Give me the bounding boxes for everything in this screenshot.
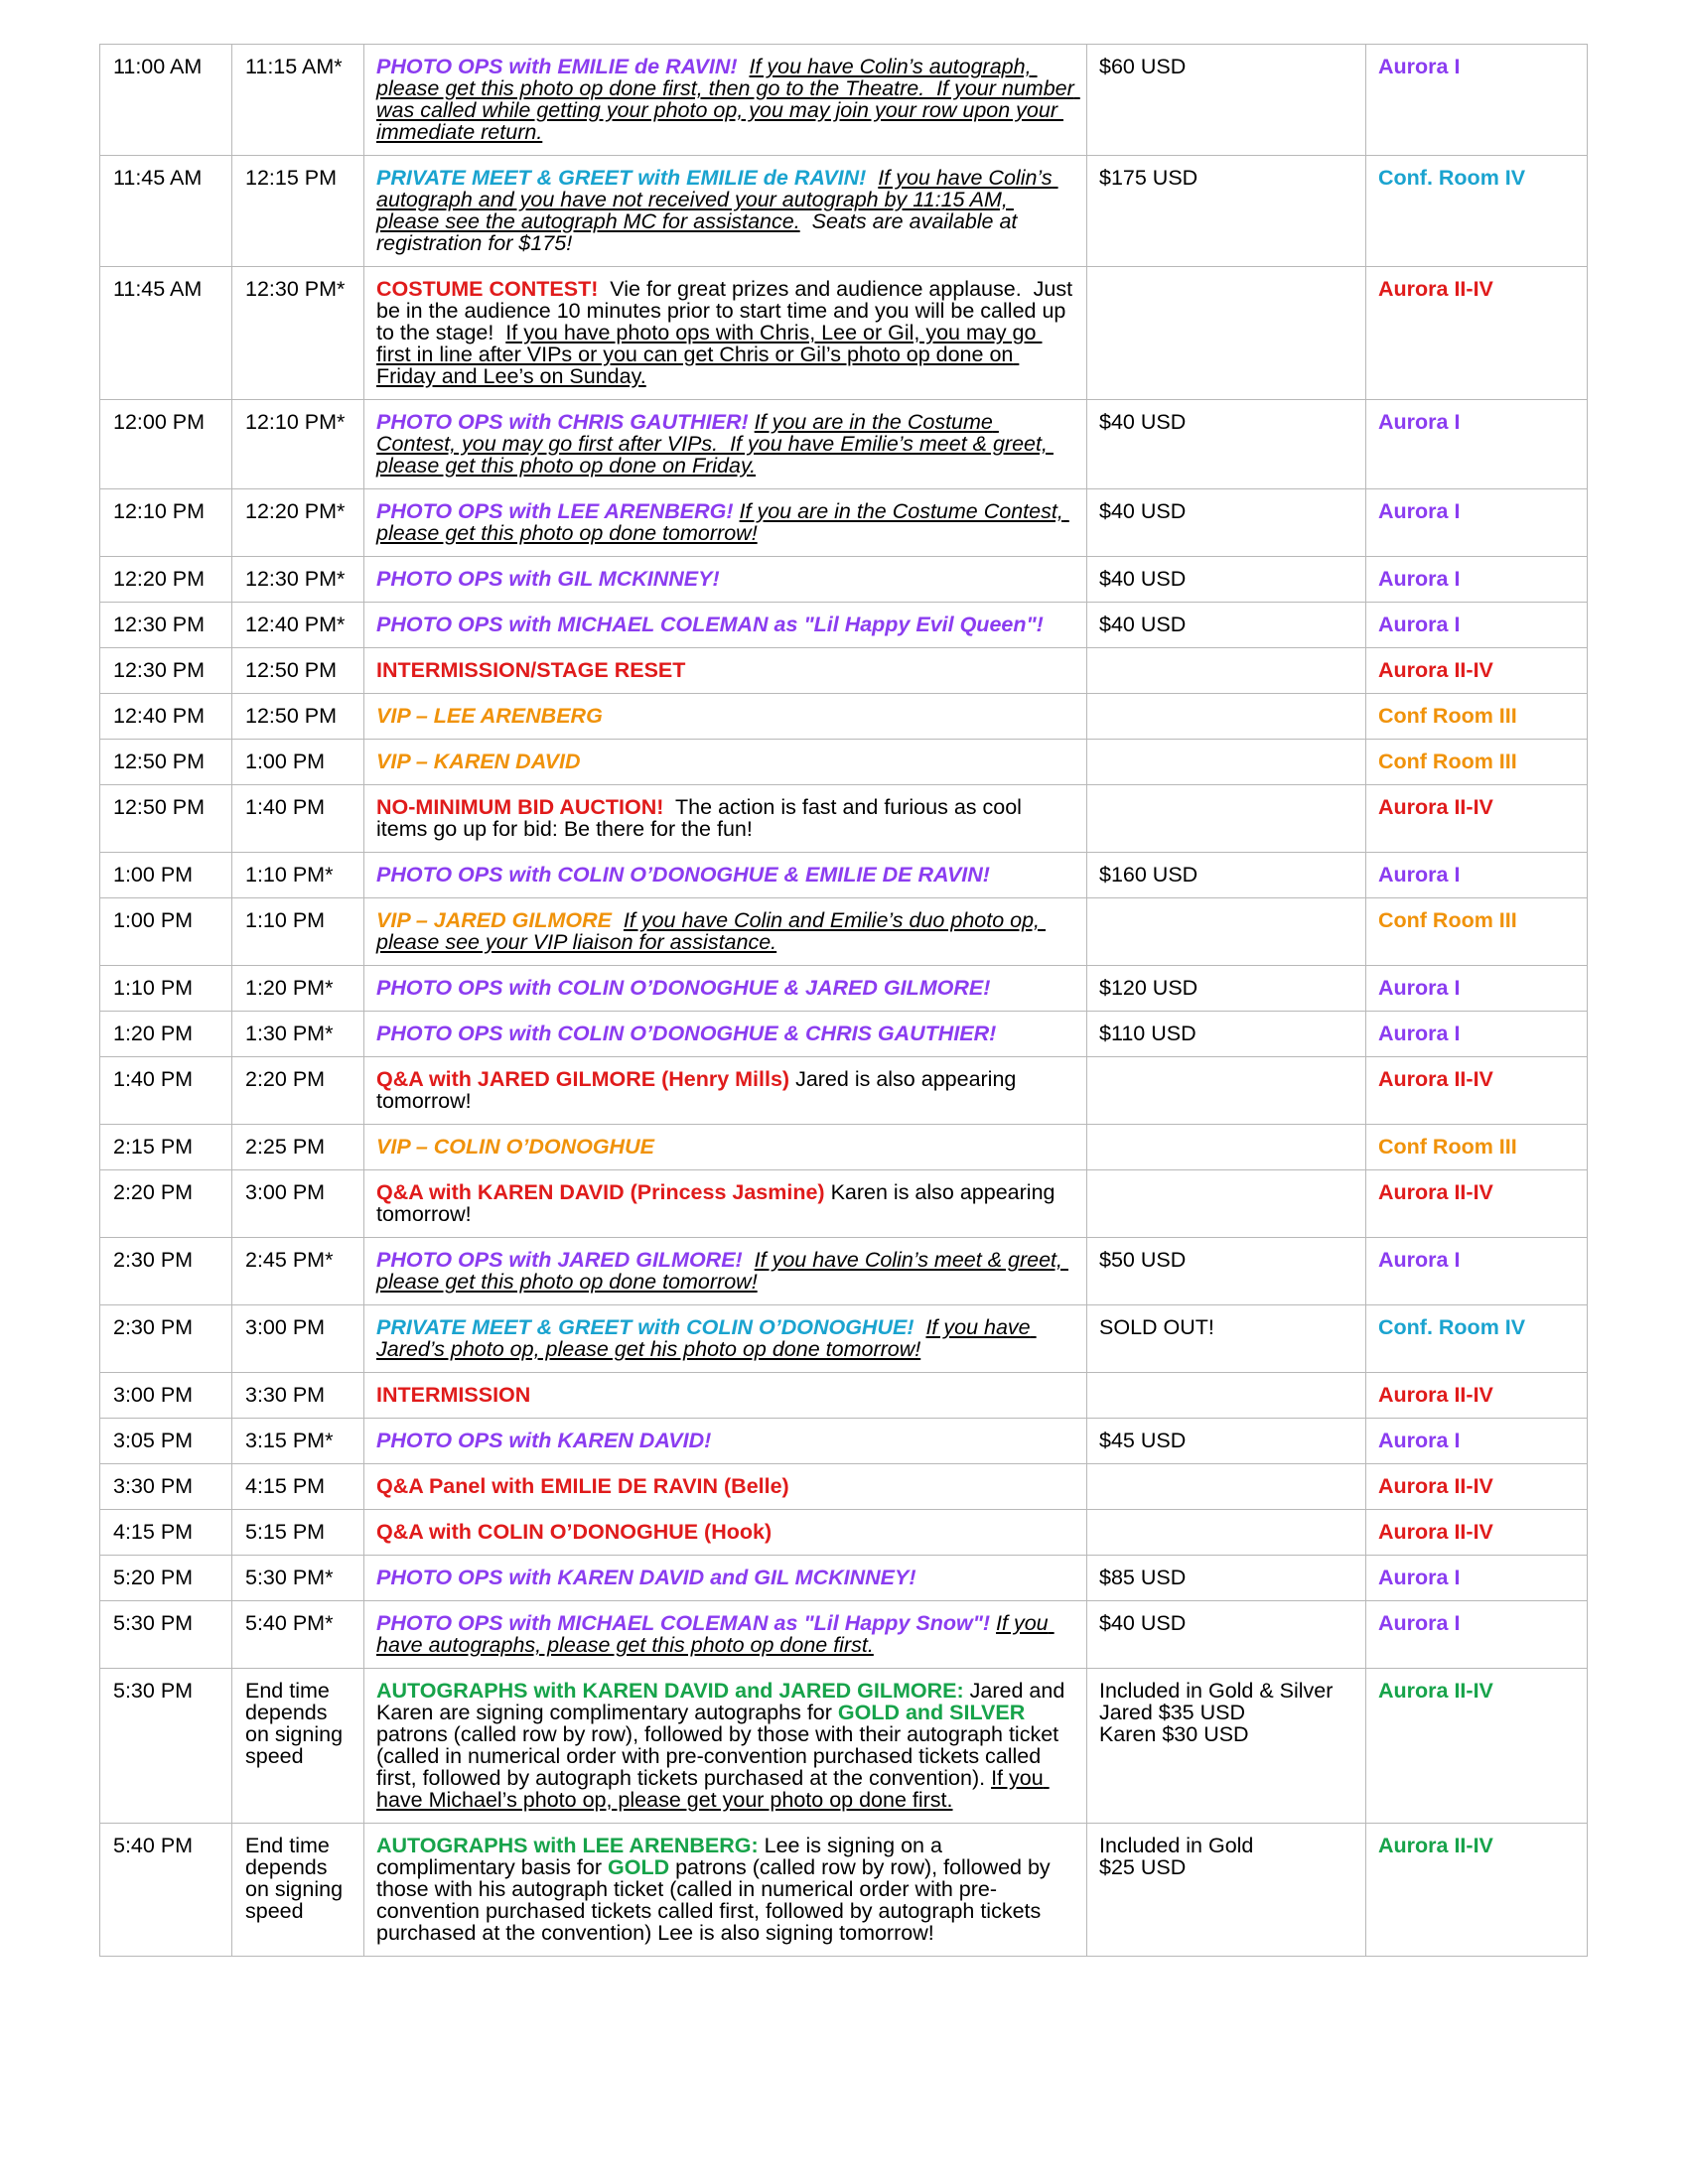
location: Aurora II-IV bbox=[1366, 648, 1588, 694]
event-title: Q&A with COLIN O’DONOGHUE (Hook) bbox=[376, 1520, 773, 1544]
schedule-row bbox=[100, 1012, 1588, 1057]
event-title: PHOTO OPS with EMILIE de RAVIN! bbox=[376, 55, 738, 78]
end-time: 1:10 PM* bbox=[232, 853, 364, 898]
event-title: NO-MINIMUM BID AUCTION! bbox=[376, 795, 664, 819]
price bbox=[1087, 1510, 1366, 1556]
end-time: 1:00 PM bbox=[232, 740, 364, 785]
end-time: 3:00 PM bbox=[232, 1170, 364, 1238]
price: SOLD OUT! bbox=[1087, 1305, 1366, 1373]
event-note: Karen is also appearing tomorrow! bbox=[376, 1180, 1061, 1226]
schedule-row bbox=[100, 648, 1588, 694]
price: $120 USD bbox=[1087, 966, 1366, 1012]
event-title: VIP – COLIN O’DONOGHUE bbox=[376, 1135, 654, 1159]
schedule-row bbox=[100, 1305, 1588, 1373]
schedule-row bbox=[100, 1556, 1588, 1601]
price: $60 USD bbox=[1087, 45, 1366, 156]
event-title: COSTUME CONTEST! bbox=[376, 277, 599, 301]
event-title: PHOTO OPS with MICHAEL COLEMAN as "Lil Happy Evil Queen"! bbox=[376, 613, 1044, 636]
start-time: 3:05 PM bbox=[100, 1419, 232, 1464]
event-description bbox=[364, 1238, 1087, 1305]
end-time: 12:40 PM* bbox=[232, 603, 364, 648]
schedule-row bbox=[100, 1669, 1588, 1824]
event-title: Q&A with KAREN DAVID (Princess Jasmine) bbox=[376, 1180, 825, 1204]
price: $40 USD bbox=[1087, 489, 1366, 557]
location: Aurora I bbox=[1366, 966, 1588, 1012]
price: $160 USD bbox=[1087, 853, 1366, 898]
price: $110 USD bbox=[1087, 1012, 1366, 1057]
schedule-row bbox=[100, 1824, 1588, 1957]
event-title: PHOTO OPS with LEE ARENBERG! bbox=[376, 499, 734, 523]
price: $40 USD bbox=[1087, 1601, 1366, 1669]
event-description bbox=[364, 1824, 1087, 1957]
end-time: 12:20 PM* bbox=[232, 489, 364, 557]
price: Included in Gold $25 USD bbox=[1087, 1824, 1366, 1957]
schedule-row bbox=[100, 45, 1588, 156]
event-note: If you have Jared’s photo op, please get his photo op done tomorrow! bbox=[376, 1315, 1037, 1361]
schedule-row bbox=[100, 785, 1588, 853]
event-description bbox=[364, 1669, 1087, 1824]
event-title: INTERMISSION/STAGE RESET bbox=[376, 658, 686, 682]
event-description bbox=[364, 1012, 1087, 1057]
start-time: 5:30 PM bbox=[100, 1669, 232, 1824]
start-time: 2:15 PM bbox=[100, 1125, 232, 1170]
event-title: VIP – JARED GILMORE bbox=[376, 908, 612, 932]
event-description bbox=[364, 1510, 1087, 1556]
start-time: 12:50 PM bbox=[100, 785, 232, 853]
event-note: patrons (called row by row), followed by those with their autograph ticket (called in numerical order with pre-convention purchased tickets called first, followed by autograph tickets purchased at the convention). bbox=[376, 1701, 1065, 1790]
start-time: 2:30 PM bbox=[100, 1238, 232, 1305]
end-time: 5:15 PM bbox=[232, 1510, 364, 1556]
event-note: If you have Colin and Emilie’s duo photo op, please see your VIP liaison for assistance. bbox=[376, 908, 1047, 954]
start-time: 1:10 PM bbox=[100, 966, 232, 1012]
end-time: 3:15 PM* bbox=[232, 1419, 364, 1464]
end-time: 11:15 AM* bbox=[232, 45, 364, 156]
schedule-row bbox=[100, 1238, 1588, 1305]
end-time: 5:30 PM* bbox=[232, 1556, 364, 1601]
end-time: 2:45 PM* bbox=[232, 1238, 364, 1305]
price bbox=[1087, 267, 1366, 400]
end-time: 12:15 PM bbox=[232, 156, 364, 267]
end-time: 3:30 PM bbox=[232, 1373, 364, 1419]
schedule-row bbox=[100, 1510, 1588, 1556]
event-description bbox=[364, 400, 1087, 489]
end-time: End time depends on signing speed bbox=[232, 1824, 364, 1957]
event-description bbox=[364, 898, 1087, 966]
location: Aurora I bbox=[1366, 1601, 1588, 1669]
location: Aurora I bbox=[1366, 1556, 1588, 1601]
start-time: 1:00 PM bbox=[100, 853, 232, 898]
event-description bbox=[364, 785, 1087, 853]
location: Aurora I bbox=[1366, 1012, 1588, 1057]
schedule-row bbox=[100, 898, 1588, 966]
event-note: If you are in the Costume Contest, please get this photo op done tomorrow! bbox=[376, 499, 1069, 545]
schedule-row bbox=[100, 740, 1588, 785]
price: $45 USD bbox=[1087, 1419, 1366, 1464]
price: Included in Gold & Silver Jared $35 USD Karen $30 USD bbox=[1087, 1669, 1366, 1824]
end-time: 2:25 PM bbox=[232, 1125, 364, 1170]
price: $175 USD bbox=[1087, 156, 1366, 267]
location: Aurora II-IV bbox=[1366, 785, 1588, 853]
schedule-row bbox=[100, 156, 1588, 267]
schedule-row bbox=[100, 1601, 1588, 1669]
schedule-row bbox=[100, 1373, 1588, 1419]
event-title: PHOTO OPS with KAREN DAVID! bbox=[376, 1429, 712, 1452]
start-time: 5:20 PM bbox=[100, 1556, 232, 1601]
price: $40 USD bbox=[1087, 603, 1366, 648]
schedule-row bbox=[100, 1419, 1588, 1464]
location: Aurora II-IV bbox=[1366, 1464, 1588, 1510]
event-title: PRIVATE MEET & GREET with EMILIE de RAVIN! bbox=[376, 166, 867, 190]
event-description bbox=[364, 1170, 1087, 1238]
start-time: 11:45 AM bbox=[100, 267, 232, 400]
event-description bbox=[364, 1556, 1087, 1601]
schedule-row bbox=[100, 557, 1588, 603]
event-description bbox=[364, 648, 1087, 694]
event-note: If you have photo ops with Chris, Lee or Gil, you may go first in line after VIPs or you can get Chris or Gil’s photo op done on Friday and Lee’s on Sunday. bbox=[376, 321, 1043, 388]
start-time: 5:40 PM bbox=[100, 1824, 232, 1957]
start-time: 12:20 PM bbox=[100, 557, 232, 603]
price bbox=[1087, 1057, 1366, 1125]
price bbox=[1087, 898, 1366, 966]
start-time: 12:30 PM bbox=[100, 648, 232, 694]
price: $85 USD bbox=[1087, 1556, 1366, 1601]
location: Conf Room III bbox=[1366, 740, 1588, 785]
end-time: 1:30 PM* bbox=[232, 1012, 364, 1057]
start-time: 11:00 AM bbox=[100, 45, 232, 156]
end-time: 12:50 PM bbox=[232, 648, 364, 694]
location: Aurora I bbox=[1366, 603, 1588, 648]
location: Aurora II-IV bbox=[1366, 1669, 1588, 1824]
event-title: PHOTO OPS with COLIN O’DONOGHUE & CHRIS GAUTHIER! bbox=[376, 1022, 997, 1045]
schedule-row bbox=[100, 1057, 1588, 1125]
start-time: 12:30 PM bbox=[100, 603, 232, 648]
price bbox=[1087, 1125, 1366, 1170]
end-time: 12:10 PM* bbox=[232, 400, 364, 489]
event-note: If you have Michael’s photo op, please get your photo op done first. bbox=[376, 1766, 1050, 1812]
event-description bbox=[364, 1601, 1087, 1669]
event-note: Vie for great prizes and audience applause. Just be in the audience 10 minutes prior to start time and you will be called up to the stage! bbox=[376, 277, 1079, 344]
end-time: 12:30 PM* bbox=[232, 267, 364, 400]
location: Aurora II-IV bbox=[1366, 267, 1588, 400]
start-time: 2:30 PM bbox=[100, 1305, 232, 1373]
location: Aurora II-IV bbox=[1366, 1373, 1588, 1419]
event-note: Jared is also appearing tomorrow! bbox=[376, 1067, 1023, 1113]
location: Aurora I bbox=[1366, 557, 1588, 603]
end-time: 5:40 PM* bbox=[232, 1601, 364, 1669]
event-description bbox=[364, 1125, 1087, 1170]
location: Aurora I bbox=[1366, 489, 1588, 557]
price bbox=[1087, 1464, 1366, 1510]
location: Aurora I bbox=[1366, 1238, 1588, 1305]
location: Conf Room III bbox=[1366, 1125, 1588, 1170]
location: Conf Room III bbox=[1366, 694, 1588, 740]
location: Aurora I bbox=[1366, 45, 1588, 156]
event-title: Q&A with JARED GILMORE (Henry Mills) bbox=[376, 1067, 790, 1091]
event-description bbox=[364, 1419, 1087, 1464]
event-title: PHOTO OPS with COLIN O’DONOGHUE & EMILIE DE RAVIN! bbox=[376, 863, 990, 887]
event-title: AUTOGRAPHS with LEE ARENBERG: bbox=[376, 1834, 759, 1857]
event-note: Lee is signing on a complimentary basis for bbox=[376, 1834, 948, 1879]
price bbox=[1087, 785, 1366, 853]
start-time: 11:45 AM bbox=[100, 156, 232, 267]
location: Aurora I bbox=[1366, 400, 1588, 489]
location: Aurora II-IV bbox=[1366, 1510, 1588, 1556]
event-title: PHOTO OPS with CHRIS GAUTHIER! bbox=[376, 410, 749, 434]
event-title: AUTOGRAPHS with KAREN DAVID and JARED GILMORE: bbox=[376, 1679, 964, 1703]
event-note: If you are in the Costume Contest, you may go first after VIPs. If you have Emilie’s meet & greet, please get this photo op done on Friday. bbox=[376, 410, 1054, 478]
location: Conf Room III bbox=[1366, 898, 1588, 966]
location: Conf. Room IV bbox=[1366, 1305, 1588, 1373]
event-title: VIP – LEE ARENBERG bbox=[376, 704, 603, 728]
price bbox=[1087, 1170, 1366, 1238]
event-title: PHOTO OPS with JARED GILMORE! bbox=[376, 1248, 743, 1272]
end-time: 4:15 PM bbox=[232, 1464, 364, 1510]
event-title: GOLD bbox=[608, 1855, 670, 1879]
event-description bbox=[364, 1057, 1087, 1125]
event-description bbox=[364, 557, 1087, 603]
event-description bbox=[364, 1373, 1087, 1419]
event-description bbox=[364, 966, 1087, 1012]
end-time: End time depends on signing speed bbox=[232, 1669, 364, 1824]
end-time: 3:00 PM bbox=[232, 1305, 364, 1373]
event-description bbox=[364, 45, 1087, 156]
price: $40 USD bbox=[1087, 557, 1366, 603]
event-title: PHOTO OPS with GIL MCKINNEY! bbox=[376, 567, 720, 591]
price bbox=[1087, 1373, 1366, 1419]
schedule-row bbox=[100, 267, 1588, 400]
schedule-row bbox=[100, 400, 1588, 489]
event-note: The action is fast and furious as cool items go up for bid: Be there for the fun! bbox=[376, 795, 1028, 841]
schedule-row bbox=[100, 489, 1588, 557]
location: Aurora II-IV bbox=[1366, 1824, 1588, 1957]
event-note: If you have Colin’s autograph, please get this photo op done first, then go to the Theatre. If your number was called while getting your photo op, you may join your row upon your immediate return. bbox=[376, 55, 1080, 144]
start-time: 1:00 PM bbox=[100, 898, 232, 966]
start-time: 12:50 PM bbox=[100, 740, 232, 785]
event-title: PHOTO OPS with MICHAEL COLEMAN as "Lil Happy Snow"! bbox=[376, 1611, 991, 1635]
event-note bbox=[866, 166, 878, 190]
schedule-table bbox=[99, 44, 1588, 1957]
event-title: VIP – KAREN DAVID bbox=[376, 750, 581, 773]
event-note bbox=[738, 55, 750, 78]
event-description bbox=[364, 267, 1087, 400]
start-time: 2:20 PM bbox=[100, 1170, 232, 1238]
event-title: Q&A Panel with EMILIE DE RAVIN (Belle) bbox=[376, 1474, 789, 1498]
end-time: 1:40 PM bbox=[232, 785, 364, 853]
schedule-row bbox=[100, 853, 1588, 898]
location: Aurora II-IV bbox=[1366, 1057, 1588, 1125]
event-note: If you have Colin’s meet & greet, please get this photo op done tomorrow! bbox=[376, 1248, 1068, 1294]
event-title: PHOTO OPS with KAREN DAVID and GIL MCKINNEY! bbox=[376, 1566, 916, 1589]
start-time: 1:20 PM bbox=[100, 1012, 232, 1057]
end-time: 12:30 PM* bbox=[232, 557, 364, 603]
event-description bbox=[364, 156, 1087, 267]
schedule-row bbox=[100, 694, 1588, 740]
schedule-row bbox=[100, 603, 1588, 648]
event-description bbox=[364, 694, 1087, 740]
schedule-row bbox=[100, 1125, 1588, 1170]
event-description bbox=[364, 1464, 1087, 1510]
start-time: 1:40 PM bbox=[100, 1057, 232, 1125]
location: Aurora I bbox=[1366, 1419, 1588, 1464]
event-description bbox=[364, 740, 1087, 785]
event-title: PRIVATE MEET & GREET with COLIN O’DONOGHUE! bbox=[376, 1315, 914, 1339]
location: Aurora I bbox=[1366, 853, 1588, 898]
event-title: GOLD and SILVER bbox=[837, 1701, 1026, 1724]
event-title: PHOTO OPS with COLIN O’DONOGHUE & JARED GILMORE! bbox=[376, 976, 991, 1000]
schedule-row bbox=[100, 1170, 1588, 1238]
event-description bbox=[364, 603, 1087, 648]
price bbox=[1087, 740, 1366, 785]
price: $40 USD bbox=[1087, 400, 1366, 489]
event-note bbox=[612, 908, 624, 932]
schedule-row bbox=[100, 966, 1588, 1012]
event-note bbox=[743, 1248, 755, 1272]
start-time: 4:15 PM bbox=[100, 1510, 232, 1556]
event-description bbox=[364, 853, 1087, 898]
schedule-row bbox=[100, 1464, 1588, 1510]
price: $50 USD bbox=[1087, 1238, 1366, 1305]
start-time: 12:00 PM bbox=[100, 400, 232, 489]
event-note bbox=[914, 1315, 926, 1339]
end-time: 1:10 PM bbox=[232, 898, 364, 966]
event-note: If you have Colin’s autograph and you have not received your autograph by 11:15 AM, please see the autograph MC for assistance. bbox=[376, 166, 1058, 233]
end-time: 1:20 PM* bbox=[232, 966, 364, 1012]
event-note: patrons (called row by row), followed by those with his autograph ticket (called in numerical order with pre-convention purchased tickets called first, followed by autograph tickets purchased at the convention) Lee is also signing tomorrow! bbox=[376, 1855, 1056, 1945]
event-description bbox=[364, 1305, 1087, 1373]
price bbox=[1087, 694, 1366, 740]
event-title: INTERMISSION bbox=[376, 1383, 531, 1407]
start-time: 3:30 PM bbox=[100, 1464, 232, 1510]
start-time: 12:10 PM bbox=[100, 489, 232, 557]
event-description bbox=[364, 489, 1087, 557]
start-time: 5:30 PM bbox=[100, 1601, 232, 1669]
event-note: Jared and Karen are signing complimentary autographs for bbox=[376, 1679, 1071, 1724]
end-time: 2:20 PM bbox=[232, 1057, 364, 1125]
end-time: 12:50 PM bbox=[232, 694, 364, 740]
start-time: 3:00 PM bbox=[100, 1373, 232, 1419]
event-note: If you have autographs, please get this photo op done first. bbox=[376, 1611, 1055, 1657]
location: Conf. Room IV bbox=[1366, 156, 1588, 267]
event-note: Seats are available at registration for $175! bbox=[376, 209, 1024, 255]
schedule-body bbox=[100, 45, 1588, 1957]
start-time: 12:40 PM bbox=[100, 694, 232, 740]
location: Aurora II-IV bbox=[1366, 1170, 1588, 1238]
price bbox=[1087, 648, 1366, 694]
